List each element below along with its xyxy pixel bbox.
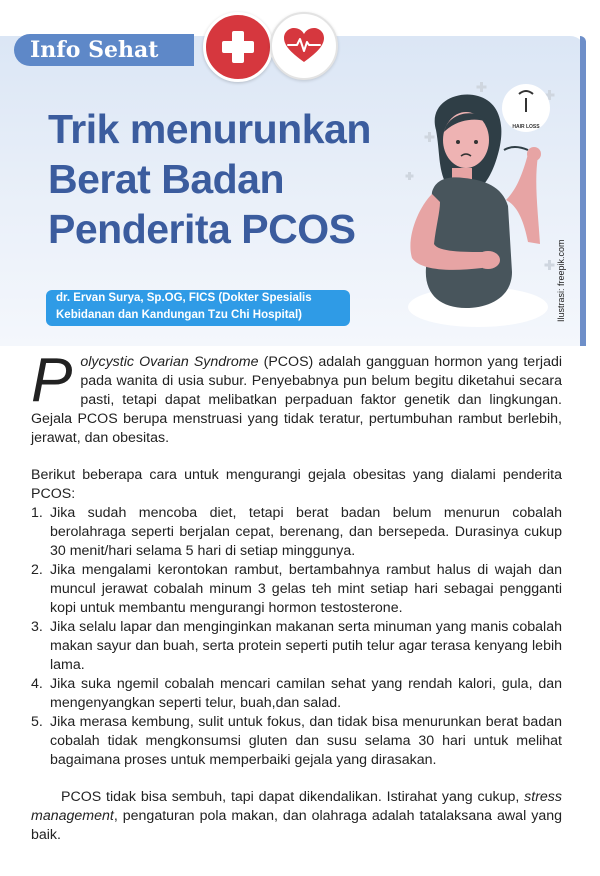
list-item-number: 2. xyxy=(31,562,43,578)
list-item xyxy=(31,561,562,618)
category-tag-label: Info Sehat xyxy=(30,37,159,63)
list-item-number: 4. xyxy=(31,676,43,692)
list-item-number: 5. xyxy=(31,714,43,730)
list-item-text: Jika merasa kembung, sulit untuk fokus, dan tidak bisa menurunkan berat badan cobalah tidak mengkonsumsi gluten dan susu selama 30 hari untuk melihat bagaimana proses untuk memperbaiki gejala yang dirasakan. xyxy=(50,714,562,768)
list-item-text: Jika sudah mencoba diet, tetapi berat badan belum menurun cobalah berolahraga seperti berjalan cepat, berenang, dan bersepeda. Durasinya cukup 30 menit/hari selama 5 hari di setiap minggunya. xyxy=(50,505,562,559)
closing-paragraph xyxy=(31,788,562,845)
list-item-number: 1. xyxy=(31,505,43,521)
medical-cross-icon xyxy=(203,12,273,82)
closing-italic-term: stress management xyxy=(31,789,562,824)
list-item xyxy=(31,675,562,713)
closing-text-end: , pengaturan pola makan, dan olahraga adalah tatalaksana awal yang baik. xyxy=(31,808,562,843)
closing-text-start: PCOS tidak bisa sembuh, tapi dapat dikendalikan. Istirahat yang cukup, xyxy=(61,789,525,805)
intro-paragraph xyxy=(31,346,563,448)
author-byline: dr. Ervan Surya, Sp.OG, FICS (Dokter Spesialis Kebidanan dan Kandungan Tzu Chi Hospital) xyxy=(56,292,312,321)
list-item xyxy=(31,504,562,561)
intro-text: (PCOS) adalah gangguan hormon yang terjadi pada wanita di usia subur. Penyebabnya pun belum begitu diketahui secara pasti, tetapi dapat melibatkan perpaduan faktor genetik dan lingkungan. Gejala PCOS berupa menstruasi yang tidak teratur, pertumbuhan rambut berlebih, jerawat, dan obesitas. xyxy=(31,354,563,446)
list-item xyxy=(31,618,562,675)
list-item-text: Jika suka ngemil cobalah mencari camilan sehat yang rendah kalori, gula, dan mengenyangkan seperti telur, buah,dan salad. xyxy=(50,676,562,711)
illustration-credit: Ilustrasi: freepik.com xyxy=(556,239,566,322)
heart-pulse-icon xyxy=(270,12,338,80)
tips-list xyxy=(31,504,562,770)
list-intro: Berikut beberapa cara untuk mengurangi gejala obesitas yang dialami penderita PCOS: xyxy=(31,467,562,502)
list-item-text: Jika mengalami kerontokan rambut, bertambahnya rambut halus di wajah dan muncul jerawat cobalah minum 3 gelas teh mint setiap hari sebagai pengganti kopi untuk membantu mengurangi hormon testosterone. xyxy=(50,562,562,616)
title-line: Penderita PCOS xyxy=(48,206,356,252)
title-line: Trik menurunkan xyxy=(48,106,371,152)
article-title xyxy=(48,104,371,254)
intro-italic-term: olycystic Ovarian Syndrome xyxy=(80,354,259,370)
article-body xyxy=(31,346,563,845)
list-item xyxy=(31,713,562,770)
drop-cap: P xyxy=(31,346,73,415)
list-item-number: 3. xyxy=(31,619,43,635)
list-item-text: Jika selalu lapar dan menginginkan makanan serta minuman yang manis cobalah makan sayur dan buah, serta protein seperti putih telur agar terasa kenyang lebih lama. xyxy=(50,619,562,673)
hair-loss-label: HAIR LOSS xyxy=(512,124,540,130)
title-line: Berat Badan xyxy=(48,156,285,202)
woman-illustration xyxy=(388,72,570,344)
